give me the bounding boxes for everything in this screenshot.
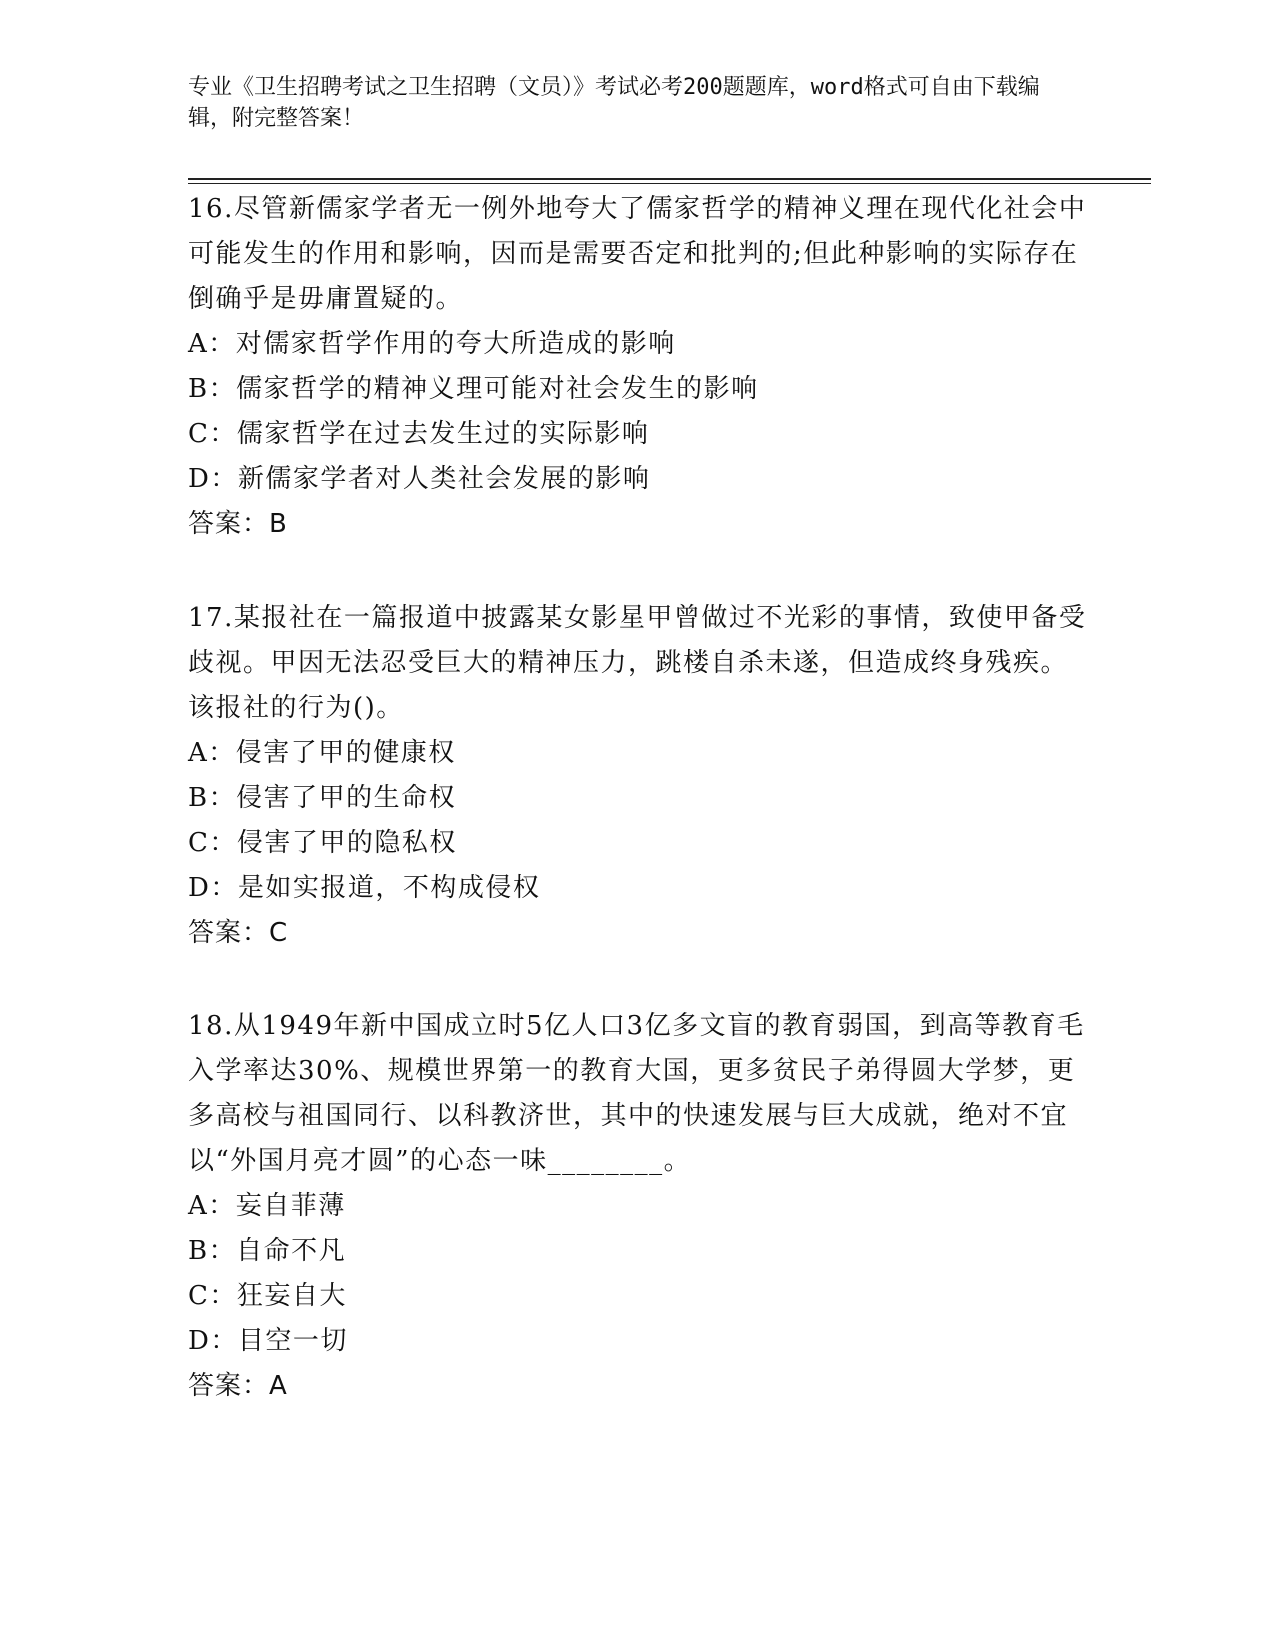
document-header: 专业《卫生招聘考试之卫生招聘（文员）》考试必考200题题库，word格式可自由下载编辑，附完整答案！: [188, 75, 1040, 131]
option-c: C：侵害了甲的隐私权: [188, 828, 457, 858]
option-b: B：自命不凡: [188, 1236, 347, 1266]
answer-line: 答案：B: [188, 509, 288, 539]
question-stem: 16.尽管新儒家学者无一例外地夸大了儒家哲学的精神义理在现代化社会中可能发生的作用和影响，因而是需要否定和批判的;但此种影响的实际存在倒确乎是毋庸置疑的。: [188, 194, 1087, 314]
option-c: C：狂妄自大: [188, 1281, 347, 1311]
option-c: C：儒家哲学在过去发生过的实际影响: [188, 419, 650, 449]
answer-line: 答案：C: [188, 918, 289, 948]
question-18: [188, 1004, 1088, 1409]
option-a: A：侵害了甲的健康权: [188, 738, 456, 768]
option-a: A：对儒家哲学作用的夸大所造成的影响: [188, 329, 676, 359]
answer-line: 答案：A: [188, 1371, 288, 1401]
header-divider-thin: [188, 183, 1151, 184]
option-b: B：侵害了甲的生命权: [188, 783, 457, 813]
option-d: D：是如实报道，不构成侵权: [188, 873, 541, 903]
option-d: D：目空一切: [188, 1326, 348, 1356]
option-b: B：儒家哲学的精神义理可能对社会发生的影响: [188, 374, 759, 404]
option-d: D：新儒家学者对人类社会发展的影响: [188, 464, 651, 494]
question-16: [188, 187, 1088, 547]
question-17: [188, 596, 1088, 956]
header-divider-thick: [188, 178, 1151, 180]
question-stem: 18.从1949年新中国成立时5亿人口3亿多文盲的教育弱国，到高等教育毛入学率达30%、规模世界第一的教育大国，更多贫民子弟得圆大学梦，更多高校与祖国同行、以科教济世，其中的快速发展与巨大成就，绝对不宜以“外国月亮才圆”的心态一味________。: [188, 1011, 1085, 1176]
option-a: A：妄自菲薄: [188, 1191, 346, 1221]
question-stem: 17.某报社在一篇报道中披露某女影星甲曾做过不光彩的事情，致使甲备受歧视。甲因无法忍受巨大的精神压力，跳楼自杀未遂，但造成终身残疾。该报社的行为()。: [188, 603, 1087, 723]
